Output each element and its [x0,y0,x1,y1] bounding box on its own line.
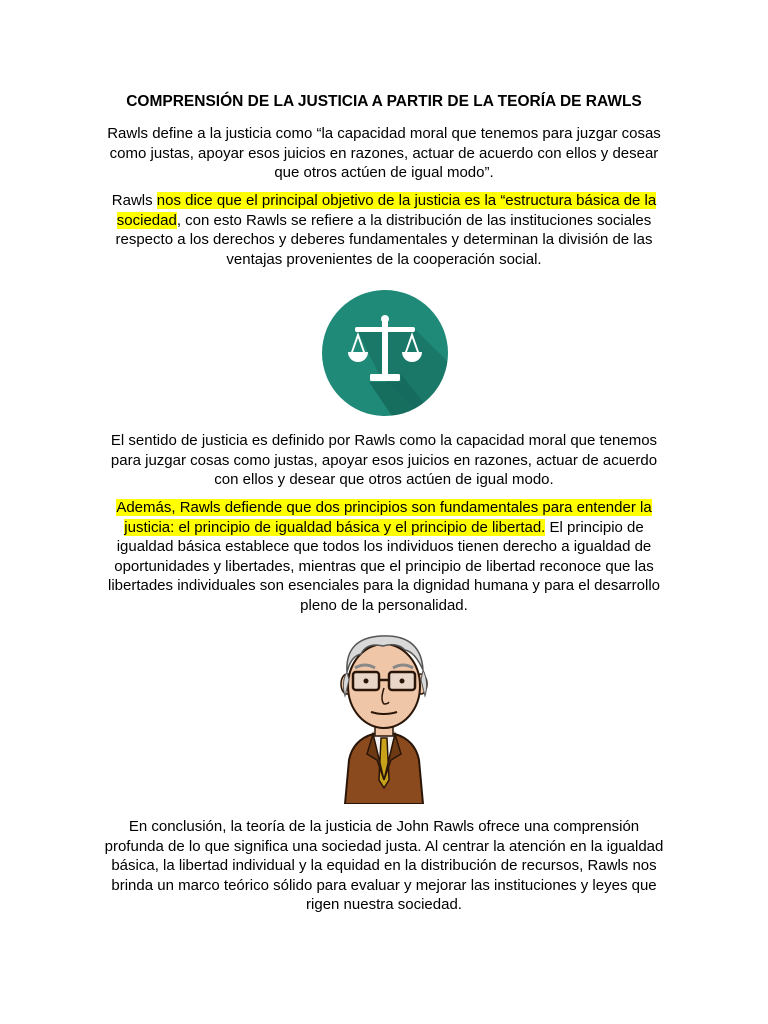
highlighted-text: nos dice que el principal objetivo de la justicia es la “estructura básica de la sociedad [116,192,657,229]
paragraph-rest: , con esto Rawls se refiere a la distribución de las instituciones sociales respecto a los derechos y deberes fundamentales y determinan la división de las ventajas provenientes de la cooperación social. [115,211,653,268]
paragraph-two-principles [100,498,668,616]
page-title: COMPRENSIÓN DE LA JUSTICIA A PARTIR DE LA TEORÍA DE RAWLS [126,93,642,110]
scales-of-justice-icon [322,290,448,416]
john-rawls-portrait [331,630,437,804]
paragraph-sense-of-justice: El sentido de justicia es definido por Rawls como la capacidad moral que tenemos para juzgar cosas como justas, apoyar esos juicios en razones, actuar de acuerdo con ellos y desear que otros actúen de igual modo. [110,432,658,489]
paragraph-rest: El principio de igualdad básica establece que todos los individuos tienen derecho a igualdad de oportunidades y libertades, mientras que el principio de libertad reconoce que las libertades individuales son esenciales para la dignidad humana y para el desarrollo pleno de la personalidad. [107,518,660,614]
paragraph-basic-structure [100,191,668,269]
paragraph-conclusion: En conclusión, la teoría de la justicia de John Rawls ofrece una comprensión profunda de lo que significa una sociedad justa. Al centrar la atención en la igualdad básica, la libertad individual y la equidad en la distribución de recursos, Rawls nos brinda un marco teórico sólido para evaluar y mejorar las instituciones y leyes que rigen nuestra sociedad. [104,818,664,914]
paragraph-lead: Rawls [111,192,157,209]
highlighted-text: Además, Rawls defiende que dos principios son fundamentales para entender la justicia: el principio de igualdad básica y el principio de libertad. [116,499,652,536]
paragraph-definition: Rawls define a la justicia como “la capacidad moral que tenemos para juzgar cosas como justas, apoyar esos juicios en razones, actuar de acuerdo con ellos y desear que otros actúen de igual modo”. [107,125,661,182]
